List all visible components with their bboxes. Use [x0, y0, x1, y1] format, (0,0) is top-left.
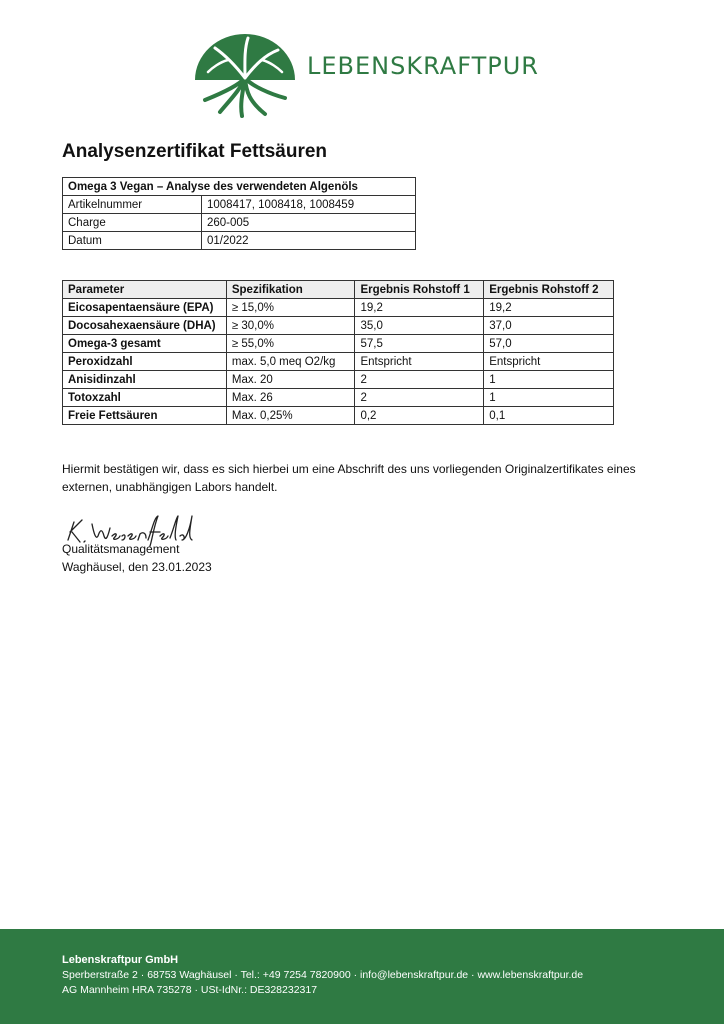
- spec-value: Max. 0,25%: [226, 407, 355, 425]
- result-1-value: 19,2: [355, 299, 484, 317]
- tree-icon: [190, 20, 300, 120]
- product-info-table: [62, 177, 416, 250]
- table-row: [63, 407, 614, 425]
- brand-name-main: LEBENSKRAFT: [307, 52, 488, 80]
- parameter-name: Docosahexaensäure (DHA): [63, 317, 227, 335]
- table-row: [63, 353, 614, 371]
- signature-role: Qualitätsmanagement: [62, 542, 180, 556]
- parameter-name: Totoxzahl: [63, 389, 227, 407]
- result-2-value: 1: [484, 389, 614, 407]
- footer-address: Sperberstraße 2 · 68753 Waghäusel · Tel.: +49 7254 7820900 · info@lebenskraftpur.de · www.lebenskraftpur.de: [62, 969, 584, 981]
- spec-value: max. 5,0 meq O2/kg: [226, 353, 355, 371]
- analysis-table: [62, 280, 614, 425]
- result-2-value: Entspricht: [484, 353, 614, 371]
- result-2-value: 19,2: [484, 299, 614, 317]
- table-header-row: [63, 281, 614, 299]
- table-row: [63, 389, 614, 407]
- column-header-parameter: Parameter: [63, 281, 227, 299]
- parameter-name: Peroxidzahl: [63, 353, 227, 371]
- info-key: Datum: [63, 232, 202, 250]
- result-2-value: 0,1: [484, 407, 614, 425]
- table-row: [63, 232, 416, 250]
- info-value: 260-005: [202, 214, 416, 232]
- info-header-row: [63, 178, 416, 196]
- result-2-value: 57,0: [484, 335, 614, 353]
- table-row: [63, 335, 614, 353]
- info-header: Omega 3 Vegan – Analyse des verwendeten Algenöls: [63, 178, 416, 196]
- parameter-name: Eicosapentaensäure (EPA): [63, 299, 227, 317]
- spec-value: ≥ 15,0%: [226, 299, 355, 317]
- footer-company: Lebenskraftpur GmbH: [62, 954, 179, 966]
- brand-name-suffix: PUR: [487, 52, 539, 80]
- parameter-name: Anisidinzahl: [63, 371, 227, 389]
- result-1-value: 2: [355, 371, 484, 389]
- column-header-spec: Spezifikation: [226, 281, 355, 299]
- column-header-result-2: Ergebnis Rohstoff 2: [484, 281, 614, 299]
- table-row: [63, 317, 614, 335]
- spec-value: Max. 20: [226, 371, 355, 389]
- result-1-value: 35,0: [355, 317, 484, 335]
- footer: [0, 929, 724, 1024]
- spec-value: ≥ 30,0%: [226, 317, 355, 335]
- table-row: [63, 214, 416, 232]
- signature-place-date: Waghäusel, den 23.01.2023: [62, 560, 212, 574]
- confirmation-text: Hiermit bestätigen wir, dass es sich hierbei um eine Abschrift des uns vorliegenden Originalzertifikates eines externen, unabhängigen Labors handelt.: [62, 462, 636, 494]
- result-1-value: 2: [355, 389, 484, 407]
- spec-value: Max. 26: [226, 389, 355, 407]
- result-2-value: 1: [484, 371, 614, 389]
- result-2-value: 37,0: [484, 317, 614, 335]
- page-title: Analysenzertifikat Fettsäuren: [62, 141, 328, 162]
- table-row: [63, 196, 416, 214]
- table-row: [63, 371, 614, 389]
- info-key: Charge: [63, 214, 202, 232]
- column-header-result-1: Ergebnis Rohstoff 1: [355, 281, 484, 299]
- brand-logo: [190, 20, 560, 120]
- signature-block: [62, 540, 212, 576]
- table-row: [63, 299, 614, 317]
- result-1-value: Entspricht: [355, 353, 484, 371]
- result-1-value: 0,2: [355, 407, 484, 425]
- parameter-name: Omega-3 gesamt: [63, 335, 227, 353]
- spec-value: ≥ 55,0%: [226, 335, 355, 353]
- brand-name: [307, 52, 539, 80]
- info-value: 1008417, 1008418, 1008459: [202, 196, 416, 214]
- result-1-value: 57,5: [355, 335, 484, 353]
- info-value: 01/2022: [202, 232, 416, 250]
- footer-register: AG Mannheim HRA 735278 · USt-IdNr.: DE328232317: [62, 984, 318, 996]
- info-key: Artikelnummer: [63, 196, 202, 214]
- parameter-name: Freie Fettsäuren: [63, 407, 227, 425]
